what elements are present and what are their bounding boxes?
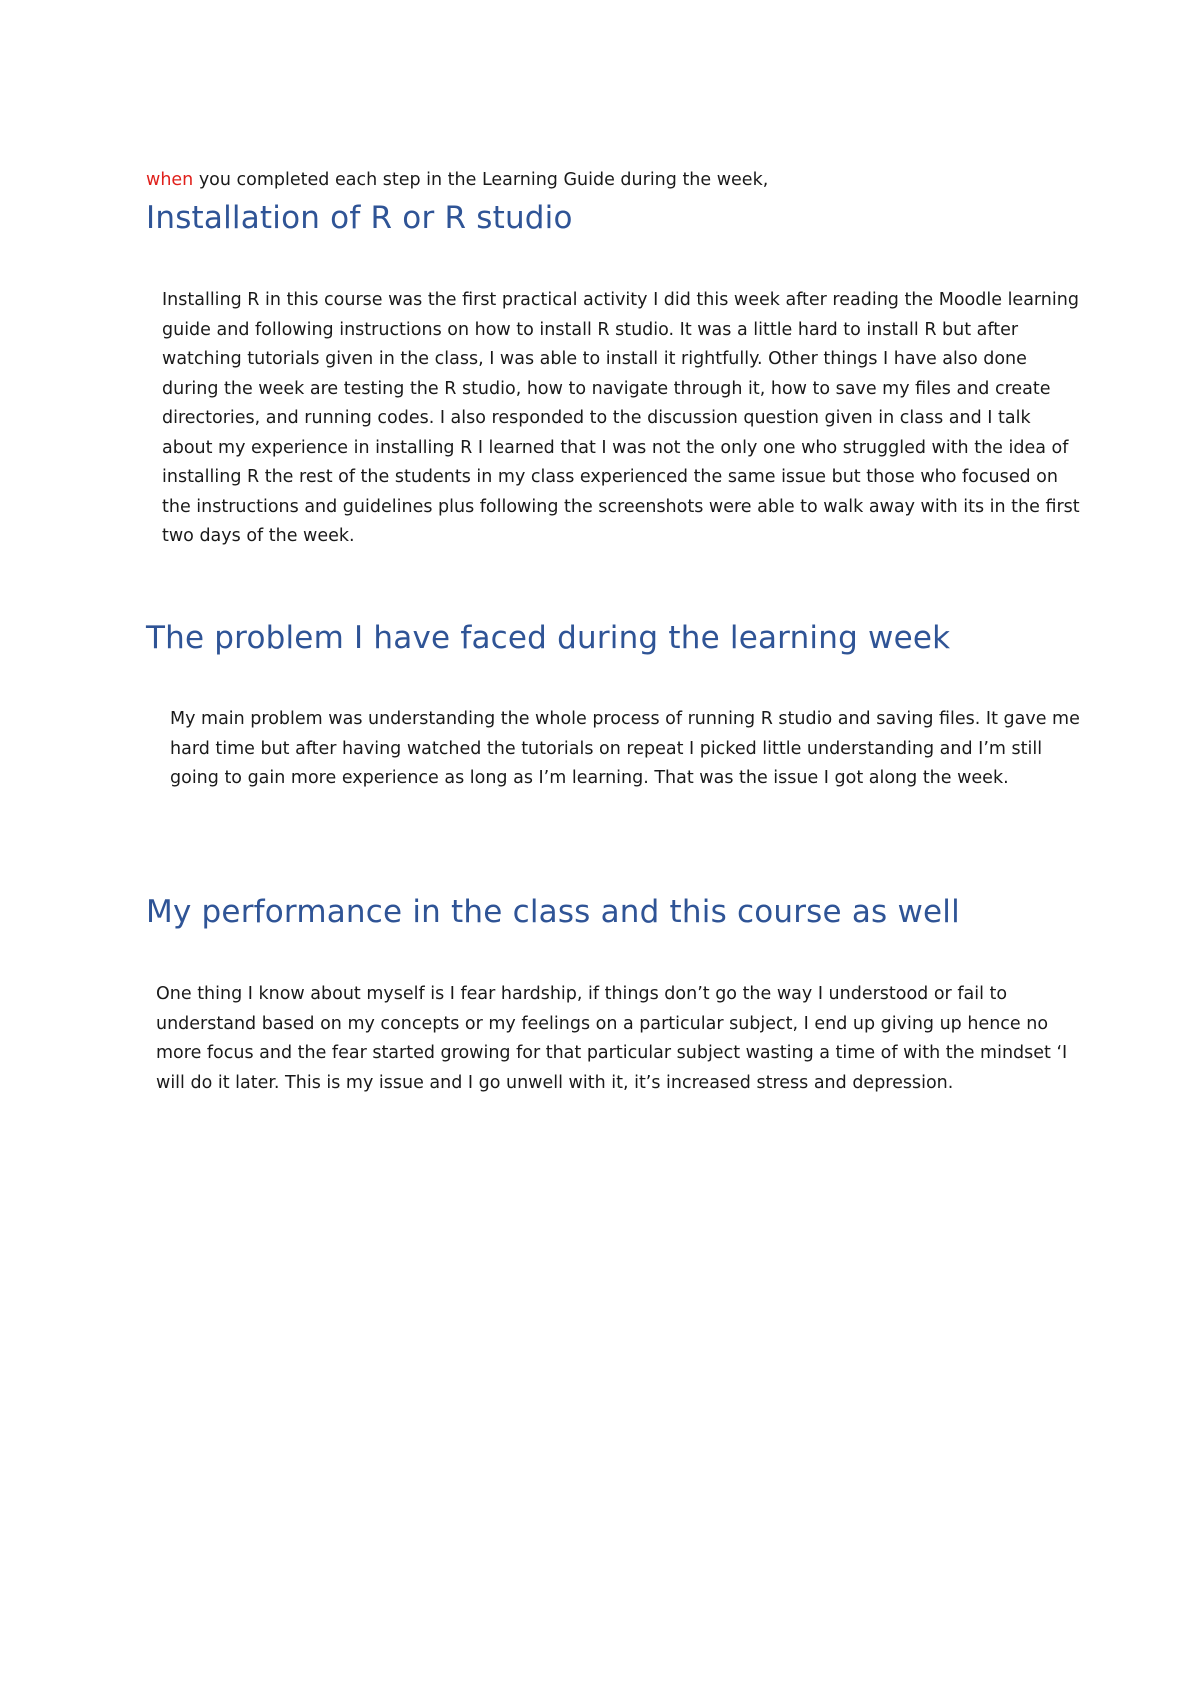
heading-installation: Installation of R or R studio bbox=[146, 200, 573, 236]
intro-line bbox=[146, 168, 768, 192]
intro-accent-word: when bbox=[146, 169, 194, 190]
intro-text: you completed each step in the Learning Guide during the week, bbox=[193, 169, 769, 190]
paragraph-problem: My main problem was understanding the whole process of running R studio and saving files. It gave me hard time but after having watched the tutorials on repeat I picked little understanding and I’m still going to gain more experience as long as I’m learning. That was the issue I got along the week. bbox=[170, 709, 1080, 788]
paragraph-installation: Installing R in this course was the first practical activity I did this week after reading the Moodle learning guide and following instructions on how to install R studio. It was a little hard to install R but after watching tutorials given in the class, I was able to install it rightfully. Other things I have also done during the week are testing the R studio, how to navigate through it, how to save my files and create directories, and running codes. I also responded to the discussion question given in class and I talk about my experience in installing R I learned that I was not the only one who struggled with the idea of installing R the rest of the students in my class experienced the same issue but those who focused on the instructions and guidelines plus following the screenshots were able to walk away with its in the first two days of the week. bbox=[162, 290, 1080, 546]
paragraph-performance: One thing I know about myself is I fear hardship, if things don’t go the way I understood or fail to understand based on my concepts or my feelings on a particular subject, I end up giving up hence no more focus and the fear started growing for that particular subject wasting a time of with the mindset ‘I will do it later. This is my issue and I go unwell with it, it’s increased stress and depression. bbox=[156, 984, 1068, 1093]
heading-performance: My performance in the class and this course as well bbox=[146, 894, 960, 930]
heading-problem: The problem I have faced during the learning week bbox=[146, 620, 951, 656]
